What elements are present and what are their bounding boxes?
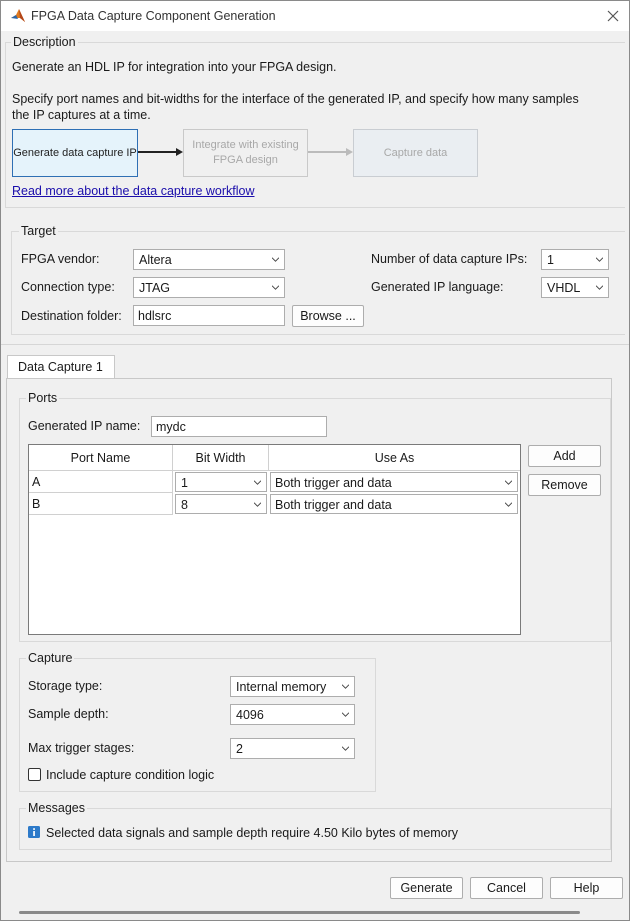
info-icon: [28, 826, 40, 838]
workflow-step-generate: Generate data capture IP: [12, 129, 138, 177]
description-line-3: the IP captures at a time.: [12, 108, 151, 122]
chevron-down-icon: [254, 479, 261, 486]
chevron-down-icon: [272, 284, 279, 291]
port-name-cell: B: [32, 497, 41, 511]
cancel-button-label: Cancel: [487, 881, 526, 895]
max-trigger-value: 2: [236, 742, 243, 756]
column-header-use-as: Use As: [269, 445, 520, 471]
sample-depth-select[interactable]: [230, 704, 355, 725]
message-text: Selected data signals and sample depth require 4.50 Kilo bytes of memory: [46, 826, 459, 840]
fpga-vendor-select[interactable]: [133, 249, 285, 270]
bit-width-value: 1: [181, 476, 188, 490]
target-title: Target: [21, 224, 56, 238]
chevron-down-icon: [505, 479, 512, 486]
description-title: Description: [13, 35, 76, 49]
use-as-value: Both trigger and data: [275, 476, 392, 490]
generate-button-label: Generate: [400, 881, 453, 895]
table-row[interactable]: [29, 493, 173, 515]
ip-name-label: Generated IP name:: [28, 419, 141, 433]
storage-type-value: Internal memory: [236, 680, 327, 694]
num-ips-value: 1: [547, 253, 554, 267]
port-name-cell: A: [32, 475, 41, 489]
bit-width-select[interactable]: [175, 472, 267, 492]
horizontal-scrollbar[interactable]: [19, 911, 580, 914]
max-trigger-select[interactable]: [230, 738, 355, 759]
chevron-down-icon: [342, 711, 349, 718]
capture-condition-label: Include capture condition logic: [46, 768, 215, 782]
table-row[interactable]: [29, 471, 173, 493]
use-as-select[interactable]: [270, 472, 518, 492]
ports-table: [28, 444, 521, 635]
workflow-step-integrate: Integrate with existing FPGA design: [183, 129, 308, 177]
help-button[interactable]: [550, 877, 623, 899]
messages-title: Messages: [28, 801, 85, 815]
add-button-label: Add: [553, 449, 576, 463]
connection-type-select[interactable]: [133, 277, 285, 298]
fpga-vendor-label: FPGA vendor:: [21, 252, 100, 266]
ip-language-select[interactable]: [541, 277, 609, 298]
max-trigger-label: Max trigger stages:: [28, 741, 135, 755]
connection-type-value: JTAG: [139, 281, 171, 295]
chevron-down-icon: [342, 745, 349, 752]
storage-type-select[interactable]: [230, 676, 355, 697]
use-as-select[interactable]: [270, 494, 518, 514]
browse-button-label: Browse ...: [300, 309, 356, 323]
workflow-arrow-1-icon: [138, 146, 184, 158]
cancel-button[interactable]: [470, 877, 543, 899]
description-line-2: Specify port names and bit-widths for the interface of the generated IP, and specify how many samples: [12, 92, 579, 106]
ports-title: Ports: [28, 391, 58, 405]
ip-name-value: mydc: [156, 420, 186, 434]
section-divider: [1, 344, 629, 345]
bit-width-value: 8: [181, 498, 188, 512]
tab-data-capture-1[interactable]: [7, 355, 115, 379]
connection-type-label: Connection type:: [21, 280, 115, 294]
sample-depth-value: 4096: [236, 708, 264, 722]
title-bar: [1, 1, 629, 31]
chevron-down-icon: [596, 256, 603, 263]
workflow-step-capture: Capture data: [353, 129, 478, 177]
chevron-down-icon: [254, 501, 261, 508]
use-as-value: Both trigger and data: [275, 498, 392, 512]
destination-folder-field[interactable]: [133, 305, 285, 326]
capture-title: Capture: [28, 651, 73, 665]
column-header-bit-width: Bit Width: [173, 445, 269, 471]
help-button-label: Help: [573, 881, 600, 895]
destination-folder-label: Destination folder:: [21, 309, 122, 323]
browse-button[interactable]: [292, 305, 364, 327]
fpga-vendor-value: Altera: [139, 253, 172, 267]
column-header-port-name: Port Name: [29, 445, 173, 471]
chevron-down-icon: [342, 683, 349, 690]
num-ips-select[interactable]: [541, 249, 609, 270]
destination-folder-value: hdlsrc: [138, 309, 172, 323]
ip-language-label: Generated IP language:: [371, 280, 504, 294]
capture-condition-checkbox[interactable]: [28, 768, 41, 781]
generate-button[interactable]: [390, 877, 463, 899]
workflow-link[interactable]: Read more about the data capture workflow: [12, 184, 255, 198]
bit-width-select[interactable]: [175, 494, 267, 514]
window-title: FPGA Data Capture Component Generation: [31, 9, 276, 23]
chevron-down-icon: [272, 256, 279, 263]
workflow-arrow-2-icon: [308, 146, 354, 158]
num-ips-label: Number of data capture IPs:: [371, 252, 528, 266]
ip-name-field[interactable]: [151, 416, 327, 437]
tab-label: Data Capture 1: [18, 360, 103, 374]
remove-port-button[interactable]: [528, 474, 601, 496]
sample-depth-label: Sample depth:: [28, 707, 109, 721]
add-port-button[interactable]: [528, 445, 601, 467]
close-icon[interactable]: [607, 10, 619, 22]
chevron-down-icon: [505, 501, 512, 508]
remove-button-label: Remove: [541, 478, 588, 492]
chevron-down-icon: [596, 284, 603, 291]
ip-language-value: VHDL: [547, 281, 581, 295]
description-line-1: Generate an HDL IP for integration into your FPGA design.: [12, 60, 337, 74]
matlab-logo-icon: [10, 8, 26, 24]
storage-type-label: Storage type:: [28, 679, 103, 693]
